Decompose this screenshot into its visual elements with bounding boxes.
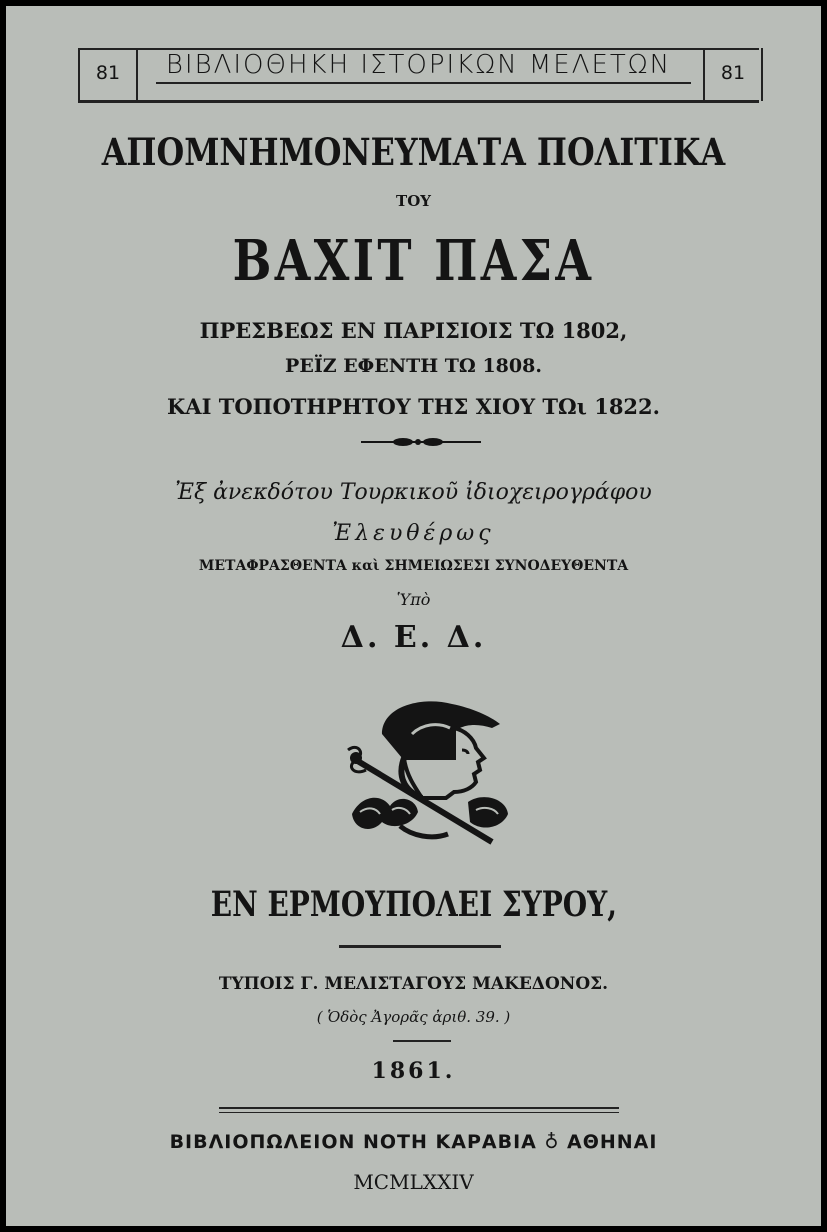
ornament-divider-icon xyxy=(361,434,481,450)
role-line-3: ΚΑΙ ΤΟΠΟΤΗΡΗΤΟΥ ΤΗΣ ΧΙΟΥ ΤΩι 1822. xyxy=(167,394,660,419)
header-number-box-right xyxy=(703,48,763,101)
title-page xyxy=(6,6,821,1226)
series-number-left: 81 xyxy=(95,62,121,84)
reprint-rule-top xyxy=(219,1107,619,1109)
book-title xyxy=(6,130,821,174)
publication-year: 1861. xyxy=(371,1058,456,1084)
book-title-text: ΑΠΟΜΝΗΜΟΝΕΥΜΑΤΑ ΠΟΛΙΤΙΚΑ xyxy=(101,130,726,174)
hermes-head-emblem-icon xyxy=(342,694,514,852)
publication-place xyxy=(6,884,821,925)
publication-place-text: ΕΝ ΕΡΜΟΥΠΟΛΕΙ ΣΥΡΟΥ, xyxy=(210,884,617,925)
place-rule xyxy=(339,945,501,948)
source-by: Ὑπὸ xyxy=(396,590,431,609)
translator-initials: Δ. Ε. Δ. xyxy=(340,620,487,655)
series-title: ΒΙΒΛΙΟΘΗΚΗ ΙΣΤΟΡΙΚΩΝ ΜΕΛΕΤΩΝ xyxy=(165,50,672,80)
series-number-right: 81 xyxy=(720,62,746,84)
address-rule xyxy=(393,1040,451,1042)
title-article: ΤΟΥ xyxy=(396,192,431,210)
role-line-1: ΠΡΕΣΒΕΩΣ ΕΝ ΠΑΡΙΣΙΟΙΣ ΤΩ 1802, xyxy=(199,318,628,343)
reprint-publisher: ΒΙΒΛΙΟΠΩΛΕΙΟΝ ΝΟΤΗ ΚΑΡΑΒΙΑ ♁ ΑΘΗΝΑΙ xyxy=(169,1131,658,1153)
source-line-3: ΜΕΤΑΦΡΑΣΘΕΝΤΑ καὶ ΣΗΜΕΙΩΣΕΣΙ ΣΥΝΟΔΕΥΘΕΝΤΑ xyxy=(198,558,629,574)
printer-address: ( Ὁδὸς Ἀγορᾶς ἀριθ. 39. ) xyxy=(316,1008,511,1026)
reprint-year: MCMLXXIV xyxy=(353,1170,474,1194)
series-underline xyxy=(156,82,691,84)
printer-line: ΤΥΠΟΙΣ Γ. ΜΕΛΙΣΤΑΓΟΥΣ ΜΑΚΕΔΟΝΟΣ. xyxy=(218,974,609,994)
source-line-2: Ἐλευθέρως xyxy=(332,521,495,546)
header-number-box-left xyxy=(78,48,138,101)
author-name-text: ΒΑΧΙΤ ΠΑΣΑ xyxy=(232,228,595,294)
role-line-2: ΡΕΪΖ ΕΦΕΝΤΗ ΤΩ 1808. xyxy=(285,355,542,377)
header-bottom-rule xyxy=(78,100,759,103)
author-name xyxy=(6,228,821,294)
source-line-1: Ἐξ ἀνεκδότου Τουρκικοῦ ἰδιοχειρογράφου xyxy=(175,480,652,505)
reprint-rule-bottom xyxy=(219,1112,619,1113)
